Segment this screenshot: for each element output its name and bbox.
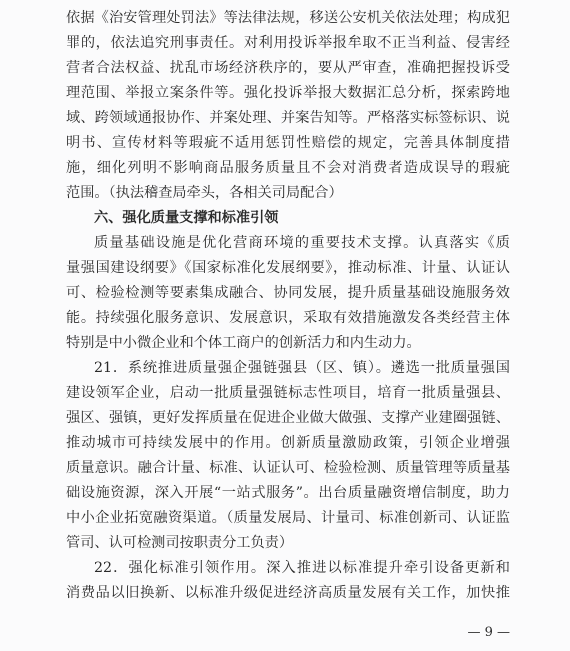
text-line: 质量意识。融合计量、标准、认证认可、检验检测、质量管理等质量基 — [66, 460, 510, 476]
text-line: 明书、宣传材料等瑕疵不适用惩罚性赔偿的规定，完善具体制度措 — [66, 135, 510, 151]
section-heading: 六、强化质量支撑和标准引领 — [94, 210, 279, 226]
text-line: 强区、强镇，更好发挥质量在促进企业做大做强、支撑产业建圈强链、 — [66, 410, 510, 426]
text-line: 量强国建设纲要》《国家标准化发展纲要》，推动标准、计量、认证认 — [66, 260, 510, 276]
text-line: 22．强化标准引领作用。深入推进以标准提升牵引设备更新和 — [94, 560, 510, 576]
text-line: 推动城市可持续发展中的作用。创新质量激励政策，引领企业增强 — [66, 435, 510, 451]
text-line: 域、跨领域通报协作、并案处理、并案告知等。严格落实标签标识、说 — [66, 110, 510, 126]
page-number: — 9 — — [467, 625, 510, 640]
text-line: 理范围、举报立案条件等。强化投诉举报大数据汇总分析，探索跨地 — [66, 85, 510, 101]
text-line: 罪的，依法追究刑事责任。对利用投诉举报牟取不正当利益、侵害经 — [66, 35, 510, 51]
text-line: 21．系统推进质量强企强链强县（区、镇）。遴选一批质量强国 — [94, 360, 510, 376]
text-line: 营者合法权益、扰乱市场经济秩序的，要从严审查，准确把握投诉受 — [66, 60, 510, 76]
text-line: 特别是中小微企业和个体工商户的创新活力和内生动力。 — [66, 335, 421, 351]
text-line: 依据《治安管理处罚法》等法律法规，移送公安机关依法处理；构成犯 — [66, 10, 510, 26]
text-line: 能。持续强化服务意识、发展意识，采取有效措施激发各类经营主体 — [66, 310, 510, 326]
text-line: 质量基础设施是优化营商环境的重要技术支撑。认真落实《质 — [94, 235, 510, 251]
text-line: 消费品以旧换新、以标准升级促进经济高质量发展有关工作，加快推 — [66, 585, 510, 601]
text-line: 管司、认可检测司按职责分工负责） — [66, 535, 294, 551]
text-line: 建设领军企业，启动一批质量强链标志性项目，培育一批质量强县、 — [66, 385, 510, 401]
text-line: 范围。（执法稽查局牵头，各相关司局配合） — [66, 185, 343, 201]
text-line: 施，细化列明不影响商品服务质量且不会对消费者造成误导的瑕疵 — [66, 160, 510, 176]
text-line: 础设施资源，深入开展“一站式服务”。出台质量融资增信制度，助力 — [66, 485, 510, 501]
text-line: 可、检验检测等要素集成融合、协同发展，提升质量基础设施服务效 — [66, 285, 510, 301]
text-line: 中小企业拓宽融资渠道。（质量发展局、计量司、标准创新司、认证监 — [66, 510, 510, 526]
